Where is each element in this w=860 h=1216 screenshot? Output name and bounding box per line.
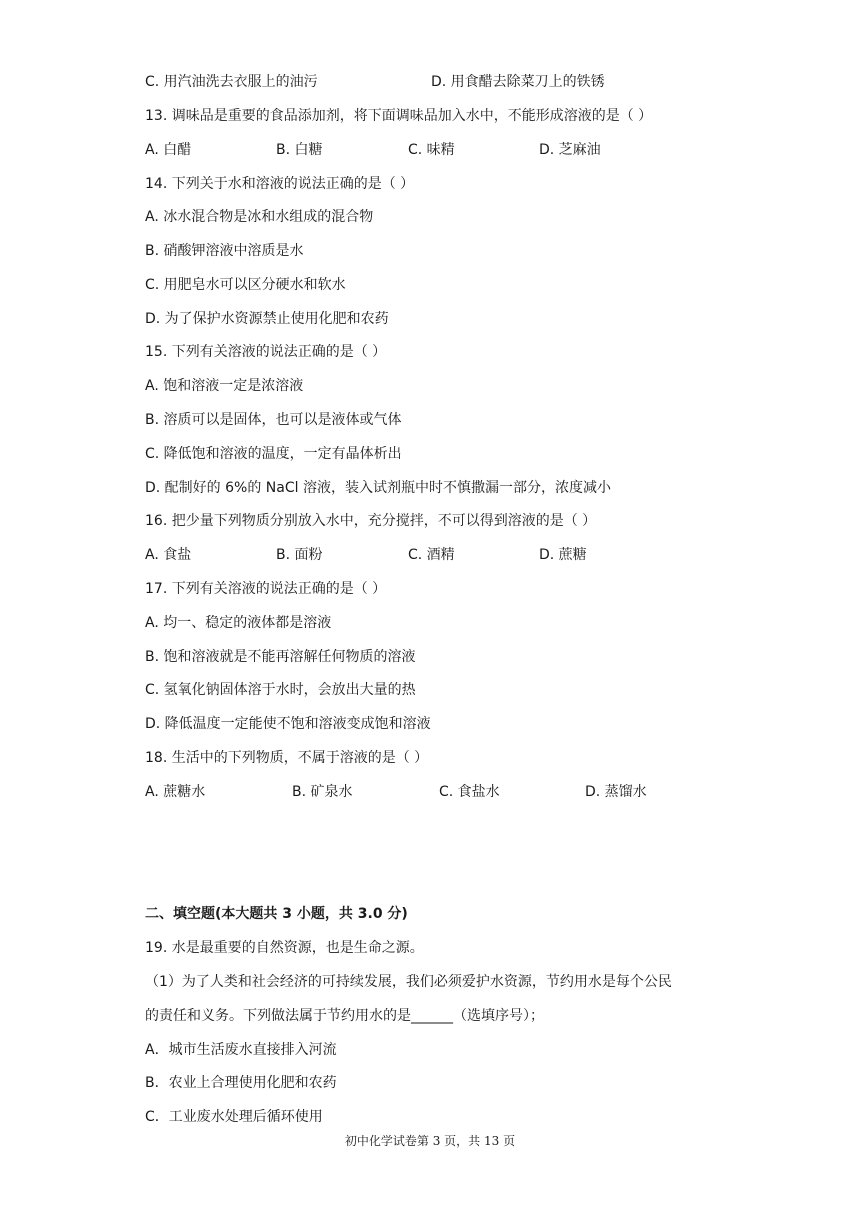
question-stem: 19. 水是最重要的自然资源，也是生命之源。 — [145, 940, 424, 956]
question-stem: 13. 调味品是重要的食品添加剂，将下面调味品加入水中，不能形成溶液的是（ ） — [145, 108, 653, 124]
option-d: D. 蒸馏水 — [585, 784, 647, 800]
option-c: C. 酒精 — [408, 547, 455, 563]
option-a: A. 均一、稳定的液体都是溶液 — [145, 615, 332, 631]
option-b: B．农业上合理使用化肥和农药 — [145, 1075, 337, 1091]
option-a: A. 冰水混合物是冰和水组成的混合物 — [145, 209, 374, 225]
question-stem: 18. 生活中的下列物质，不属于溶液的是（ ） — [145, 750, 429, 766]
option-a: A．城市生活废水直接排入河流 — [145, 1042, 337, 1058]
page-footer: 初中化学试卷第 3 页，共 13 页 — [344, 1134, 516, 1148]
question-stem: 17. 下列有关溶液的说法正确的是（ ） — [145, 581, 387, 597]
option-d: D. 配制好的 6%的 NaCl 溶液，装入试剂瓶中时不慎撒漏一部分，浓度减小 — [145, 480, 611, 496]
section-title: 二、填空题(本大题共 3 小题，共 3.0 分) — [145, 906, 408, 922]
option-c: C. 氢氧化钠固体溶于水时，会放出大量的热 — [145, 682, 416, 698]
option-c: C．工业废水处理后循环使用 — [145, 1109, 323, 1125]
option-b: B. 饱和溶液就是不能再溶解任何物质的溶液 — [145, 649, 416, 665]
option-c: C. 用肥皂水可以区分硬水和软水 — [145, 277, 346, 293]
option-d: D. 用食醋去除菜刀上的铁锈 — [431, 74, 605, 90]
question-stem: 16. 把少量下列物质分别放入水中，充分搅拌，不可以得到溶液的是（ ） — [145, 513, 597, 529]
option-b: B. 白糖 — [276, 142, 323, 158]
option-b: B. 硝酸钾溶液中溶质是水 — [145, 243, 304, 259]
option-a: A. 蔗糖水 — [145, 784, 206, 800]
option-b: B. 矿泉水 — [292, 784, 353, 800]
option-c: C. 食盐水 — [439, 784, 500, 800]
option-c: C. 味精 — [408, 142, 455, 158]
option-a: A. 食盐 — [145, 547, 192, 563]
option-d: D. 芝麻油 — [539, 142, 601, 158]
option-a: A. 饱和溶液一定是浓溶液 — [145, 378, 304, 394]
option-c: C. 降低饱和溶液的温度，一定有晶体析出 — [145, 446, 402, 462]
question-stem: 15. 下列有关溶液的说法正确的是（ ） — [145, 344, 387, 360]
question-part-text: 的责任和义务。下列做法属于节约用水的是______（选填序号）； — [145, 1008, 544, 1024]
option-c: C. 用汽油洗去衣服上的油污 — [145, 74, 318, 90]
option-d: D. 为了保护水资源禁止使用化肥和农药 — [145, 311, 389, 327]
option-b: B. 面粉 — [276, 547, 323, 563]
question-part-text: （1）为了人类和社会经济的可持续发展，我们必须爱护水资源，节约用水是每个公民 — [145, 974, 672, 990]
option-a: A. 白醋 — [145, 142, 192, 158]
question-stem: 14. 下列关于水和溶液的说法正确的是（ ） — [145, 176, 415, 192]
option-b: B. 溶质可以是固体，也可以是液体或气体 — [145, 412, 402, 428]
option-d: D. 降低温度一定能使不饱和溶液变成饱和溶液 — [145, 716, 431, 732]
option-d: D. 蔗糖 — [539, 547, 587, 563]
